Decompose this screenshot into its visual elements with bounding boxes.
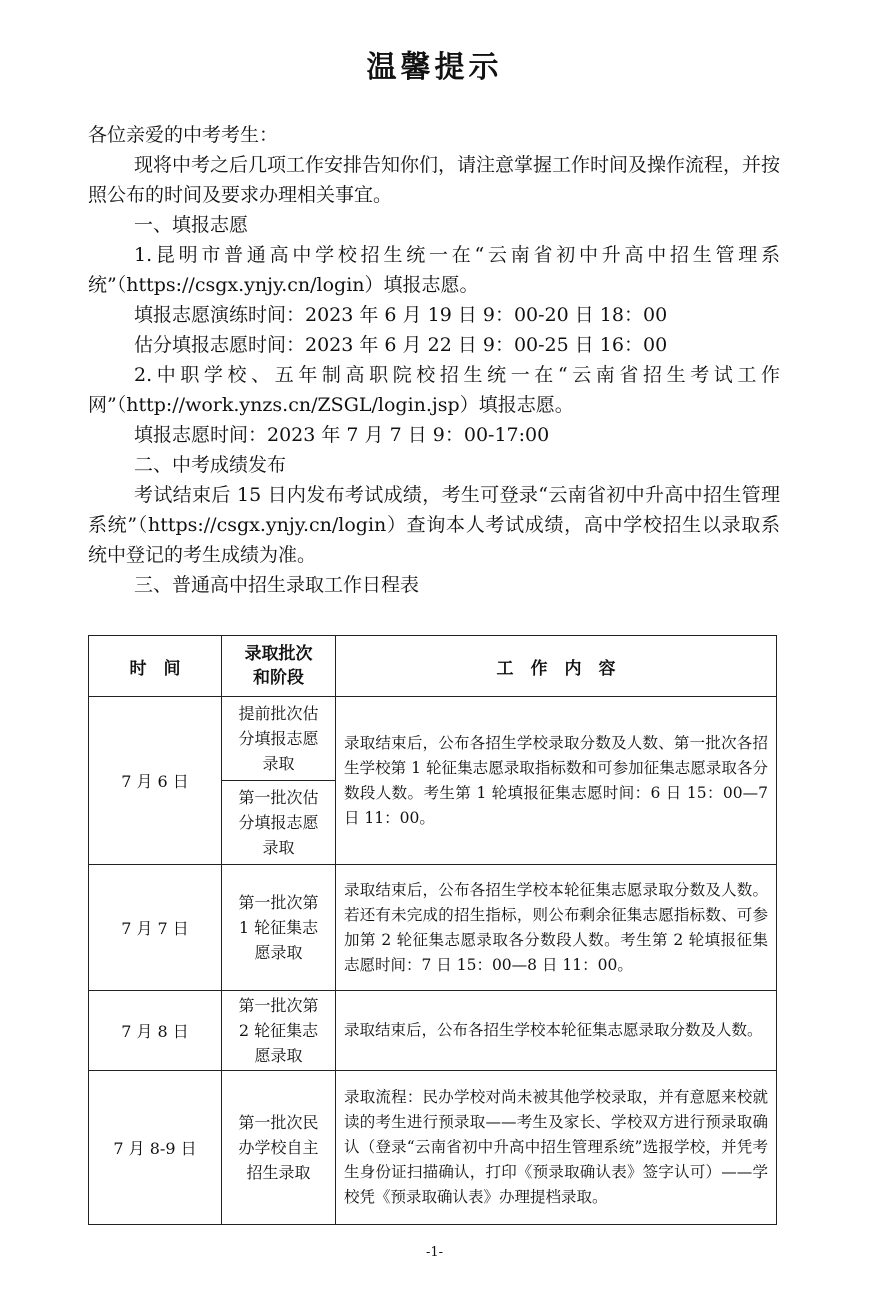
section2-text: 考试结束后 15 日内发布考试成绩，考生可登录“云南省初中升高中招生管理系统”（https://csgx.ynjy.cn/login）查询本人考试成绩，高中学校招生以录取系统中登记的考生成绩为准。 [88, 484, 780, 566]
section1-item2: 2.中职学校、五年制高职院校招生统一在“云南省招生考试工作网”（http://work.ynzs.cn/ZSGL/login.jsp）填报志愿。 [88, 364, 780, 416]
header-stage: 录取批次和阶段 [222, 636, 336, 697]
row-content: 录取结束后，公布各招生学校本轮征集志愿录取分数及人数。 [336, 991, 777, 1071]
row-stage: 第一批次估分填报志愿录取 [222, 781, 336, 865]
section3-heading: 三、普通高中招生录取工作日程表 [134, 574, 420, 596]
fill-time: 填报志愿时间：2023 年 7 月 7 日 9：00-17:00 [134, 424, 550, 446]
table-row [89, 697, 777, 781]
row-content: 录取流程：民办学校对尚未被其他学校录取，并有意愿来校就读的考生进行预录取——考生及家长、学校双方进行预录取确认（登录“云南省初中升高中招生管理系统”选报学校，并凭考生身份证扫描确认，打印《预录取确认表》签字认可）——学校凭《预录取确认表》办理提档录取。 [336, 1071, 777, 1225]
estimate-time: 估分填报志愿时间：2023 年 6 月 22 日 9：00-25 日 16：00 [134, 334, 668, 356]
row-stage: 第一批次民办学校自主招生录取 [222, 1071, 336, 1225]
section1-item1: 1.昆明市普通高中学校招生统一在“云南省初中升高中招生管理系统”（https://csgx.ynjy.cn/login）填报志愿。 [88, 244, 780, 296]
intro-paragraph: 现将中考之后几项工作安排告知你们，请注意掌握工作时间及操作流程，并按照公布的时间及要求办理相关事宜。 [88, 154, 781, 206]
row-content: 录取结束后，公布各招生学校录取分数及人数、第一批次各招生学校第 1 轮征集志愿录取指标数和可参加征集志愿录取各分数段人数。考生第 1 轮填报征集志愿时间：6 日 15：00—7 日 11：00。 [336, 697, 777, 865]
row-content: 录取结束后，公布各招生学校本轮征集志愿录取分数及人数。若还有未完成的招生指标，则公布剩余征集志愿指标数、可参加第 2 轮征集志愿录取各分数段人数。考生第 2 轮填报征集志愿时间：7 日 15：00—8 日 11：00。 [336, 865, 777, 991]
table-row [89, 991, 777, 1071]
header-time: 时 间 [89, 636, 222, 697]
page-number: -1- [425, 1245, 444, 1260]
schedule-table [88, 635, 777, 1225]
row-date: 7 月 8 日 [89, 991, 222, 1071]
header-content: 工 作 内 容 [336, 636, 777, 697]
section1-heading: 一、填报志愿 [134, 214, 249, 236]
row-stage: 提前批次估分填报志愿录取 [222, 697, 336, 781]
row-date: 7 月 6 日 [89, 697, 222, 865]
section2-heading: 二、中考成绩发布 [134, 454, 287, 476]
row-date: 7 月 8-9 日 [89, 1071, 222, 1225]
page-title: 温馨提示 [366, 50, 503, 85]
salutation: 各位亲爱的中考考生： [88, 124, 279, 146]
notice-body [88, 120, 780, 600]
row-date: 7 月 7 日 [89, 865, 222, 991]
row-stage: 第一批次第 1 轮征集志愿录取 [222, 865, 336, 991]
practice-time: 填报志愿演练时间：2023 年 6 月 19 日 9：00-20 日 18：00 [134, 304, 668, 326]
table-row [89, 865, 777, 991]
table-header-row [89, 636, 777, 697]
table-row [89, 1071, 777, 1225]
row-stage: 第一批次第 2 轮征集志愿录取 [222, 991, 336, 1071]
